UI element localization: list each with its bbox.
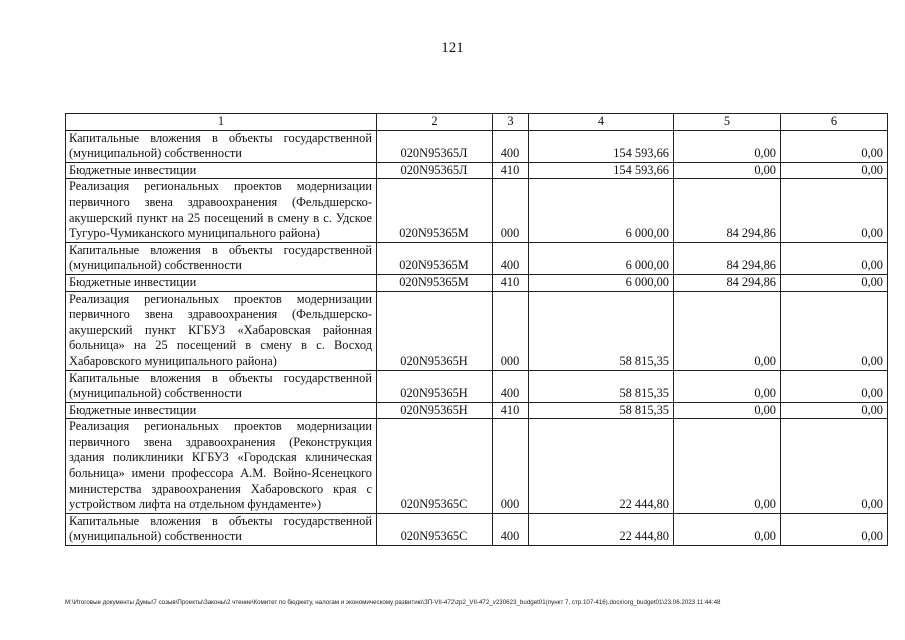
amount-col5-cell: 0,00 [674, 291, 781, 370]
amount-col4-cell: 154 593,66 [529, 130, 674, 162]
table-row [66, 274, 888, 291]
amount-col4-cell: 6 000,00 [529, 274, 674, 291]
amount-col5-cell: 0,00 [674, 419, 781, 514]
amount-col4-cell: 58 815,35 [529, 291, 674, 370]
table-row [66, 419, 888, 514]
expense-type-cell: 400 [493, 370, 529, 402]
amount-col6-cell: 0,00 [781, 242, 888, 274]
amount-col5-cell: 84 294,86 [674, 242, 781, 274]
budget-table [65, 113, 888, 546]
target-code-cell: 020N95365М [377, 274, 493, 291]
target-code-cell: 020N95365Л [377, 130, 493, 162]
row-name-cell: Капитальные вложения в объекты государственной (муниципальной) собственности [66, 370, 377, 402]
amount-col6-cell: 0,00 [781, 179, 888, 242]
table-row [66, 130, 888, 162]
target-code-cell: 020N95365С [377, 513, 493, 545]
row-name-cell: Бюджетные инвестиции [66, 162, 377, 179]
table-header-row [66, 114, 888, 131]
amount-col6-cell: 0,00 [781, 130, 888, 162]
expense-type-cell: 000 [493, 179, 529, 242]
column-header: 3 [493, 114, 529, 131]
amount-col6-cell: 0,00 [781, 513, 888, 545]
row-name-cell: Бюджетные инвестиции [66, 402, 377, 419]
amount-col4-cell: 22 444,80 [529, 513, 674, 545]
column-header: 2 [377, 114, 493, 131]
amount-col6-cell: 0,00 [781, 402, 888, 419]
expense-type-cell: 400 [493, 513, 529, 545]
row-name-cell: Капитальные вложения в объекты государственной (муниципальной) собственности [66, 130, 377, 162]
expense-type-cell: 410 [493, 274, 529, 291]
amount-col4-cell: 22 444,80 [529, 419, 674, 514]
amount-col6-cell: 0,00 [781, 291, 888, 370]
row-name-cell: Капитальные вложения в объекты государственной (муниципальной) собственности [66, 513, 377, 545]
table-row [66, 242, 888, 274]
expense-type-cell: 000 [493, 419, 529, 514]
table-row [66, 513, 888, 545]
target-code-cell: 020N95365Н [377, 370, 493, 402]
amount-col4-cell: 154 593,66 [529, 162, 674, 179]
table-row [66, 370, 888, 402]
amount-col4-cell: 6 000,00 [529, 242, 674, 274]
row-name-cell: Реализация региональных проектов модернизации первичного звена здравоохранения (Фельдшерско-акушерский пункт на 25 посещений в смену в с. Удское Тугуро-Чумиканского муниципального района) [66, 179, 377, 242]
amount-col6-cell: 0,00 [781, 370, 888, 402]
target-code-cell: 020N95365М [377, 242, 493, 274]
expense-type-cell: 410 [493, 402, 529, 419]
amount-col5-cell: 84 294,86 [674, 179, 781, 242]
target-code-cell: 020N95365М [377, 179, 493, 242]
amount-col4-cell: 6 000,00 [529, 179, 674, 242]
table-row [66, 291, 888, 370]
amount-col4-cell: 58 815,35 [529, 370, 674, 402]
amount-col5-cell: 0,00 [674, 402, 781, 419]
table-row [66, 402, 888, 419]
amount-col6-cell: 0,00 [781, 162, 888, 179]
target-code-cell: 020N95365Н [377, 402, 493, 419]
file-path-footer: M:\Итоговые документы Думы\7 созыв\Проекты\Законы\2 чтение\Комитет по бюджету, налогам и экономическому развитию\ЗП-VII-472\zp2_VII-472_v230623_budget01(пункт 7, стр.107-416).docx\org_budget01\23.06.2023 11:44:48 [65, 599, 721, 606]
column-header: 1 [66, 114, 377, 131]
row-name-cell: Реализация региональных проектов модернизации первичного звена здравоохранения (Фельдшерско-акушерский пункт КГБУЗ «Хабаровская районная больница» на 25 посещений в смену в с. Восход Хабаровского муниципального района) [66, 291, 377, 370]
table-row [66, 179, 888, 242]
amount-col6-cell: 0,00 [781, 419, 888, 514]
amount-col5-cell: 0,00 [674, 370, 781, 402]
expense-type-cell: 400 [493, 130, 529, 162]
column-header: 6 [781, 114, 888, 131]
expense-type-cell: 400 [493, 242, 529, 274]
target-code-cell: 020N95365Н [377, 291, 493, 370]
expense-type-cell: 000 [493, 291, 529, 370]
page-number: 121 [441, 40, 464, 56]
target-code-cell: 020N95365С [377, 419, 493, 514]
amount-col4-cell: 58 815,35 [529, 402, 674, 419]
amount-col5-cell: 0,00 [674, 130, 781, 162]
table-row [66, 162, 888, 179]
amount-col5-cell: 0,00 [674, 162, 781, 179]
row-name-cell: Реализация региональных проектов модернизации первичного звена здравоохранения (Реконструкция здания поликлиники КГБУЗ «Городская клиническая больница» имени профессора А.М. Войно-Ясенецкого министерства здравоохранения Хабаровского края с устройством лифта на отдельном фундаменте») [66, 419, 377, 514]
row-name-cell: Бюджетные инвестиции [66, 274, 377, 291]
expense-type-cell: 410 [493, 162, 529, 179]
row-name-cell: Капитальные вложения в объекты государственной (муниципальной) собственности [66, 242, 377, 274]
target-code-cell: 020N95365Л [377, 162, 493, 179]
amount-col6-cell: 0,00 [781, 274, 888, 291]
amount-col5-cell: 84 294,86 [674, 274, 781, 291]
amount-col5-cell: 0,00 [674, 513, 781, 545]
column-header: 5 [674, 114, 781, 131]
column-header: 4 [529, 114, 674, 131]
